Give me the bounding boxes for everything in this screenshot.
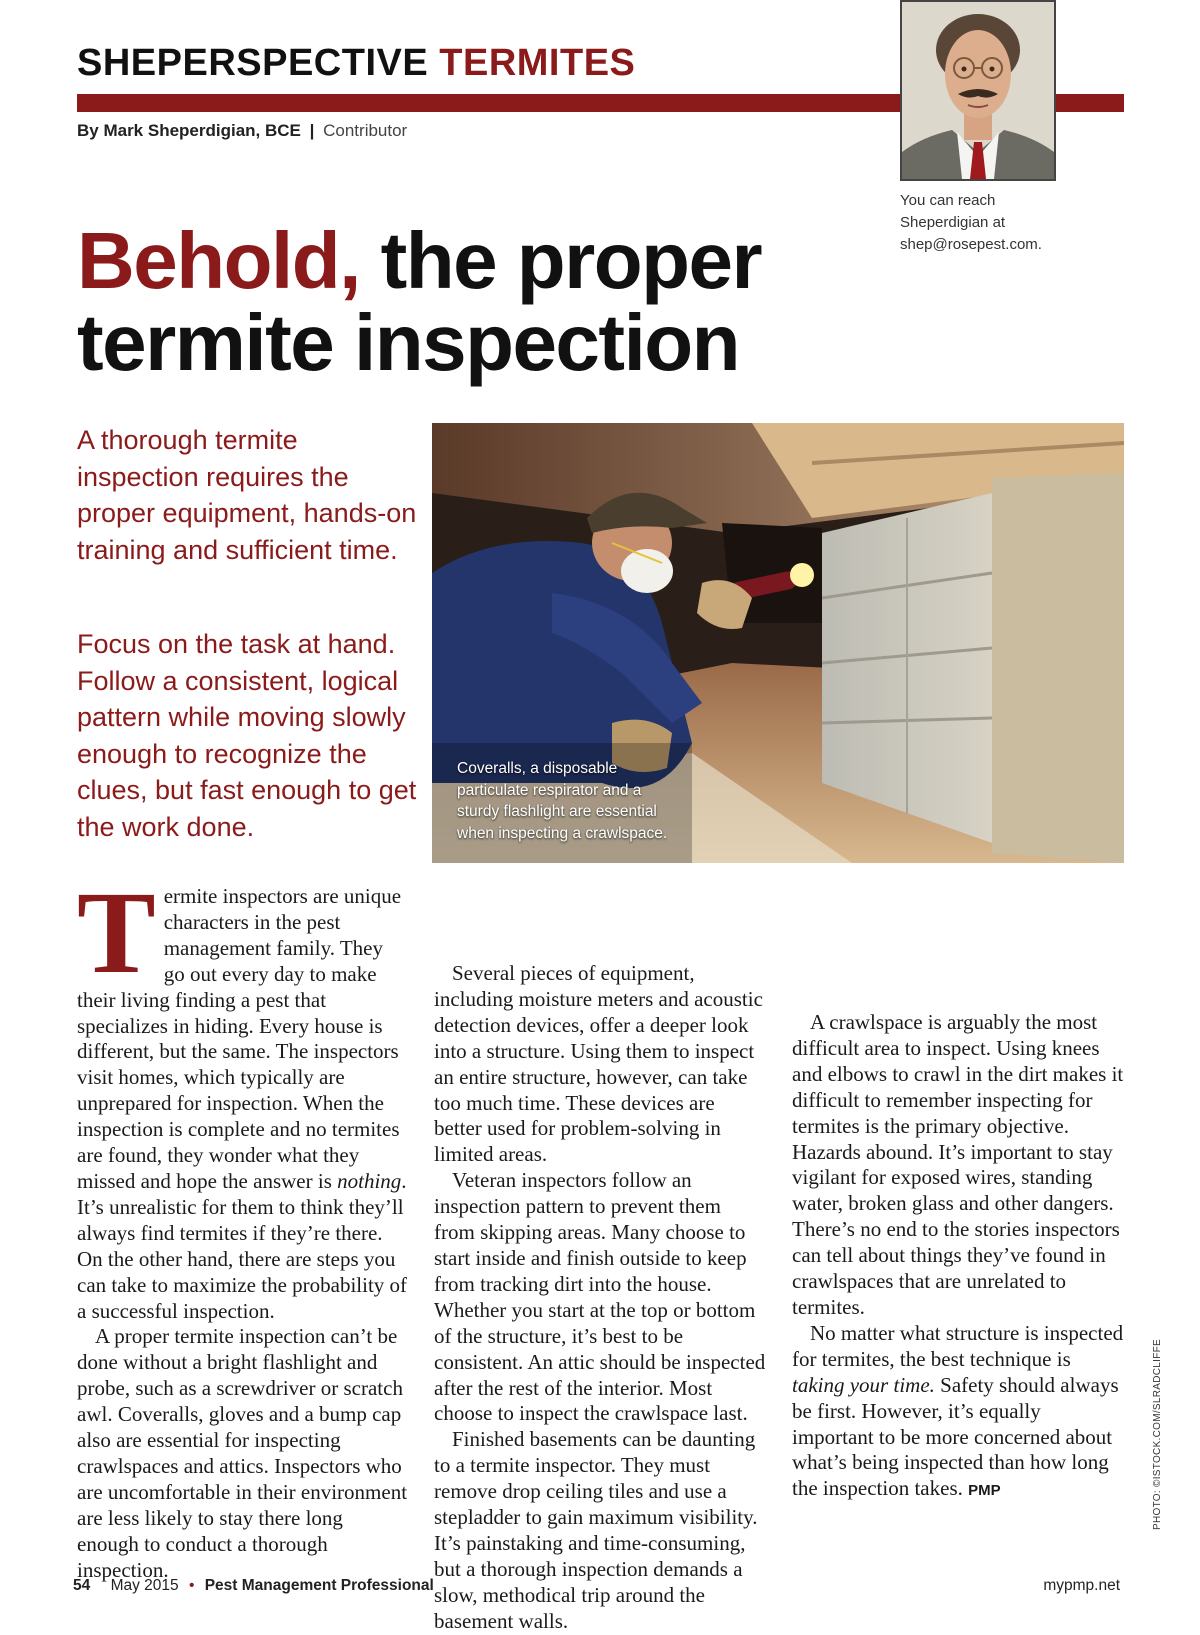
body-paragraph-7-end: Safety should always be first. However, it’s equally important to be more concerned about what’s being inspected than how long the inspection takes. (792, 1372, 1119, 1501)
headline-line-1 (77, 216, 797, 305)
body-paragraph-4: Veteran inspectors follow an inspection pattern to prevent them from skipping areas. Many choose to start inside and finish outside to keep from tracking dirt into the house. Whether you start at the top or bottom of the structure, it’s best to be consistent. An attic should be inspected after the rest of the interior. Most choose to inspect the crawlspace last. (434, 1168, 766, 1426)
headline (77, 216, 797, 387)
emphasis-taking-your-time: taking your time. (792, 1372, 935, 1397)
contact-line-2: Sheperdigian at (900, 214, 1006, 231)
footer-website: mypmp.net (1043, 1577, 1120, 1594)
deck-primary: A thorough termite inspection requires the proper equipment, hands-on training and sufficient time. (77, 425, 417, 565)
headline-line-2: termite inspection (77, 298, 740, 387)
body-paragraph-7: No matter what structure is inspected for termites, the best technique is (792, 1320, 1124, 1371)
headline-rest: the proper (380, 216, 762, 305)
body-column-2 (434, 858, 766, 884)
column-name: SHEPERSPECTIVE (77, 42, 429, 84)
signoff: PMP (968, 1482, 1001, 1500)
issue-date: May 2015 (110, 1577, 179, 1594)
drop-cap: T (77, 867, 156, 998)
footer-bullet: • (188, 1577, 195, 1594)
column-topic: TERMITES (439, 42, 636, 84)
footer-left (73, 1577, 434, 1595)
body-column-3 (792, 1010, 1124, 1504)
magazine-name: Pest Management Professional (204, 1577, 434, 1594)
photo-caption: Coveralls, a disposable particulate respirator and a sturdy flashlight are essential when inspecting a crawlspace. (457, 760, 668, 842)
body-paragraph-5: Finished basements can be daunting to a termite inspector. They must remove drop ceiling tiles and use a stepladder to gain maximum visibility. It’s painstaking and time-consuming, but a thorough inspection demands a slow, methodical trip around the basement walls. (434, 1427, 758, 1633)
byline (77, 121, 407, 141)
column-title (77, 42, 635, 85)
body-column-1 (77, 867, 409, 1583)
byline-role: Contributor (323, 121, 408, 140)
author-photo (900, 0, 1056, 181)
deck-secondary: Focus on the task at hand. Follow a consistent, logical pattern while moving slowly enough to recognize the clues, but fast enough to get the work done. (77, 629, 417, 842)
author-contact (900, 190, 1090, 256)
emphasis-nothing: nothing (337, 1168, 402, 1193)
contact-email: shep@rosepest.com. (900, 236, 1042, 253)
body-paragraph-1: ermite inspectors are unique characters in the pest management family. They go out every day to make their living finding a pest that specializes in hiding. Every house is different, but the same. The inspectors visit homes, which typically are unprepared for inspection. When the inspection is complete and no termites are found, they wonder what they missed and hope the answer is (77, 884, 402, 1193)
headline-accent: Behold, (77, 216, 360, 305)
body-column-2-paragraphs (434, 961, 766, 1635)
byline-separator: | (309, 121, 315, 140)
contact-line-1: You can reach (900, 192, 996, 209)
photo-credit: PHOTO: ©ISTOCK.COM/SLRADCLIFFE (1152, 1338, 1163, 1530)
body-paragraph-6: A crawlspace is arguably the most difficult area to inspect. Using knees and elbows to crawl in the dirt makes it difficult to remember inspecting for termites is the primary objective. Hazards abound. It’s important to stay vigilant for exposed wires, standing water, broken glass and other dangers. There’s no end to the stories inspectors can tell about things they’ve found in crawlspaces that are unrelated to termites. (792, 1010, 1124, 1319)
body-paragraph-3: Several pieces of equipment, including moisture meters and acoustic detection devices, offer a deeper look into a structure. Using them to inspect an entire structure, however, can take too much time. These devices are better used for problem-solving in limited areas. (434, 961, 763, 1167)
body-paragraph-1-end: . It’s unrealistic for them to think they’ll always find termites if they’re there. On the other hand, there are steps you can take to maximize the probability of a successful inspection. (77, 1168, 408, 1323)
byline-name: By Mark Sheperdigian, BCE (77, 121, 301, 140)
body-paragraph-2: A proper termite inspection can’t be done without a bright flashlight and probe, such as a screwdriver or scratch awl. Coveralls, gloves and a bump cap also are essential for inspecting crawlspaces and attics. Inspectors who are uncomfortable in their environment are less likely to stay there long enough to conduct a thorough inspection. (77, 1324, 408, 1582)
page-number: 54 (73, 1577, 91, 1594)
